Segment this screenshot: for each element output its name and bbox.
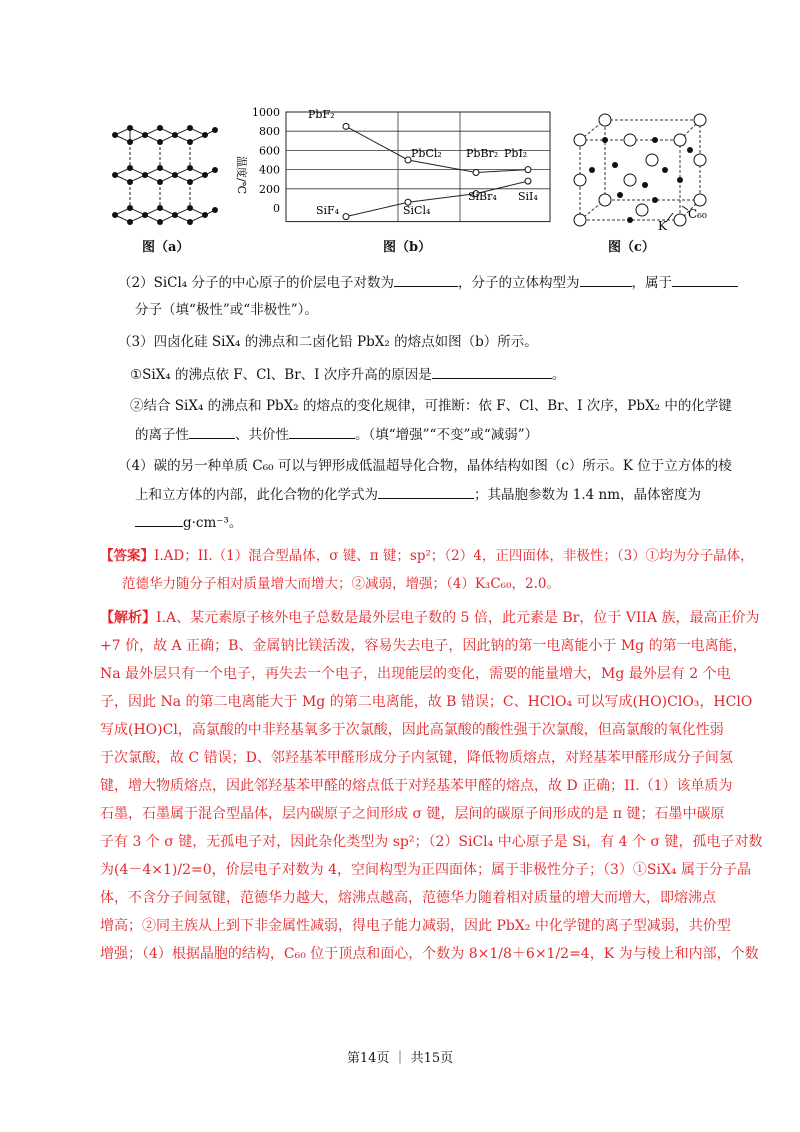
answer-blank[interactable] — [135, 512, 183, 527]
label-C60: C₆₀ — [688, 207, 707, 221]
data-point — [343, 214, 349, 220]
data-point — [473, 169, 479, 175]
question-3-2-line2: 的离子性 、共价性 。（填“增强”“不变”或“减弱”） — [135, 424, 538, 445]
figure-a-caption: 图（a） — [142, 240, 190, 255]
data-point — [525, 178, 531, 184]
analysis-line: 于次氯酸，故 C 错误；D、邻羟基苯甲醛形成分子内氢键，降低物质熔点，对羟基苯甲醛形成分子间氢 — [100, 750, 733, 766]
answer-blank[interactable] — [672, 272, 738, 287]
question-3-1: ①SiX₄ 的沸点依 F、Cl、Br、I 次序升高的原因是 。 — [130, 364, 565, 385]
chart-y-tick: 400 — [259, 163, 280, 177]
label-K: K — [658, 219, 667, 230]
answer-blank[interactable] — [189, 424, 235, 439]
analysis-tag: 【解析】 — [100, 610, 156, 626]
answer-blank[interactable] — [289, 424, 355, 439]
answer-line2: 范德华力随分子相对质量增大而增大；②减弱，增强；（4）K₃C₆₀，2.0。 — [122, 576, 560, 592]
question-4-line3: g·cm⁻³。 — [135, 512, 242, 533]
data-point — [343, 123, 349, 129]
chart-y-tick: 800 — [259, 125, 280, 139]
melting-boiling-point-chart — [228, 104, 553, 234]
answer-blank[interactable] — [394, 272, 458, 287]
question-3-intro: （3）四卤化硅 SiX₄ 的沸点和二卤化铅 PbX₂ 的熔点如图（b）所示。 — [118, 334, 538, 350]
data-label: PbF₂ — [308, 108, 335, 121]
analysis-line: +7 价，故 A 正确；B、金属钠比镁活泼，容易失去电子，因此钠的第一电离能小于 Mg 的第一电离能， — [100, 638, 747, 654]
answer-blank[interactable] — [580, 272, 632, 287]
figure-row — [100, 100, 707, 260]
data-point — [525, 167, 531, 173]
analysis-line: 子有 3 个 σ 键，无孤电子对，因此杂化类型为 sp²；（2）SiCl₄ 中心原子是 Si，有 4 个 σ 键，孤电子对数 — [100, 834, 763, 850]
answer-blank[interactable] — [432, 364, 552, 379]
chart-y-tick: 200 — [259, 182, 280, 196]
question-2-line1: （2）SiCl₄ 分子的中心原子的价层电子对数为 ，分子的立体构型为 ，属于 — [118, 272, 738, 293]
data-label: PbI₂ — [504, 147, 528, 160]
answer-blank[interactable] — [378, 484, 474, 499]
analysis-line: 子，因此 Na 的第二电离能大于 Mg 的第二电离能，故 B 错误；C、HClO₄ 可以写成(HO)ClO₃，HClO — [100, 694, 753, 710]
data-label: SiI₄ — [518, 190, 538, 203]
analysis-line: 为(4－4×1)/2=0，价层电子对数为 4，空间构型为正四面体；属于非极性分子；（3）①SiX₄ 属于分子晶 — [100, 862, 751, 878]
k3c60-unit-cell-figure — [570, 110, 710, 230]
analysis-line: 体，不含分子间氢键，范德华力越大，熔沸点越高，范德华力随着相对质量的增大而增大，即熔沸点 — [100, 890, 716, 906]
question-2-line2: 分子（填“极性”或“非极性”）。 — [135, 302, 318, 318]
chart-y-tick: 600 — [259, 144, 280, 158]
question-4-line1: （4）碳的另一种单质 C₆₀ 可以与钾形成低温超导化合物，晶体结构如图（c）所示。K 位于立方体的棱 — [118, 458, 732, 474]
analysis-line: 写成(HO)Cl，高氯酸的中非羟基氧多于次氯酸，因此高氯酸的酸性强于次氯酸，但高氯酸的氧化性弱 — [100, 722, 724, 738]
analysis-line: 增高；②同主族从上到下非金属性减弱，得电子能力减弱，因此 PbX₂ 中化学键的离子型减弱，共价型 — [100, 918, 731, 934]
analysis-line: 石墨，石墨属于混合型晶体，层内碳原子之间形成 σ 键，层间的碳原子间形成的是 π 键；石墨中碳原 — [100, 806, 725, 822]
data-label: PbCl₂ — [411, 147, 442, 160]
chart-y-tick: 1000 — [252, 106, 280, 119]
analysis-line: 增强；（4）根据晶胞的结构，C₆₀ 位于顶点和面心，个数为 8×1/8＋6×1/2=4，K 为与棱上和内部，个数 — [100, 946, 759, 962]
data-label: PbBr₂ — [466, 147, 499, 160]
graphite-structure-figure — [110, 120, 220, 225]
answer-line1: 【答案】I.AD；II.（1）混合型晶体，σ 键、π 键；sp²；（2）4，正四面体，非极性；（3）①均为分子晶体， — [100, 548, 754, 564]
question-4-line2: 上和立方体的内部，此化合物的化学式为 ；其晶胞参数为 1.4 nm，晶体密度为 — [135, 484, 701, 505]
data-label: SiBr₄ — [468, 190, 497, 203]
chart-y-tick: 0 — [273, 202, 280, 215]
data-label: SiF₄ — [316, 204, 340, 217]
figure-c-caption: 图（c） — [608, 240, 655, 255]
page-footer: 第14页 ｜ 共15页 — [346, 1051, 454, 1066]
figure-b-caption: 图（b） — [383, 240, 432, 255]
data-label: SiCl₄ — [403, 204, 431, 217]
answer-tag: 【答案】 — [100, 548, 154, 564]
analysis-line: Na 最外层只有一个电子，再失去一个电子，出现能层的变化，需要的能量增大，Mg 最外层有 2 个电 — [100, 666, 731, 682]
analysis-line: 【解析】I.A、某元素原子核外电子总数是最外层电子数的 5 倍，此元素是 Br，位于 VIIA 族，最高正价为 — [100, 610, 760, 626]
series-six4-line — [346, 181, 528, 217]
analysis-line: 键，增大物质熔点，因此邻羟基苯甲醛的熔点低于对羟基苯甲醛的熔点，故 D 正确；II.（1）该单质为 — [100, 778, 733, 794]
question-3-2-line1: ②结合 SiX₄ 的沸点和 PbX₂ 的熔点的变化规律，可推断：依 F、Cl、Br、I 次序，PbX₂ 中的化学键 — [130, 398, 732, 414]
chart-ylabel: 温度/℃ — [235, 156, 248, 195]
